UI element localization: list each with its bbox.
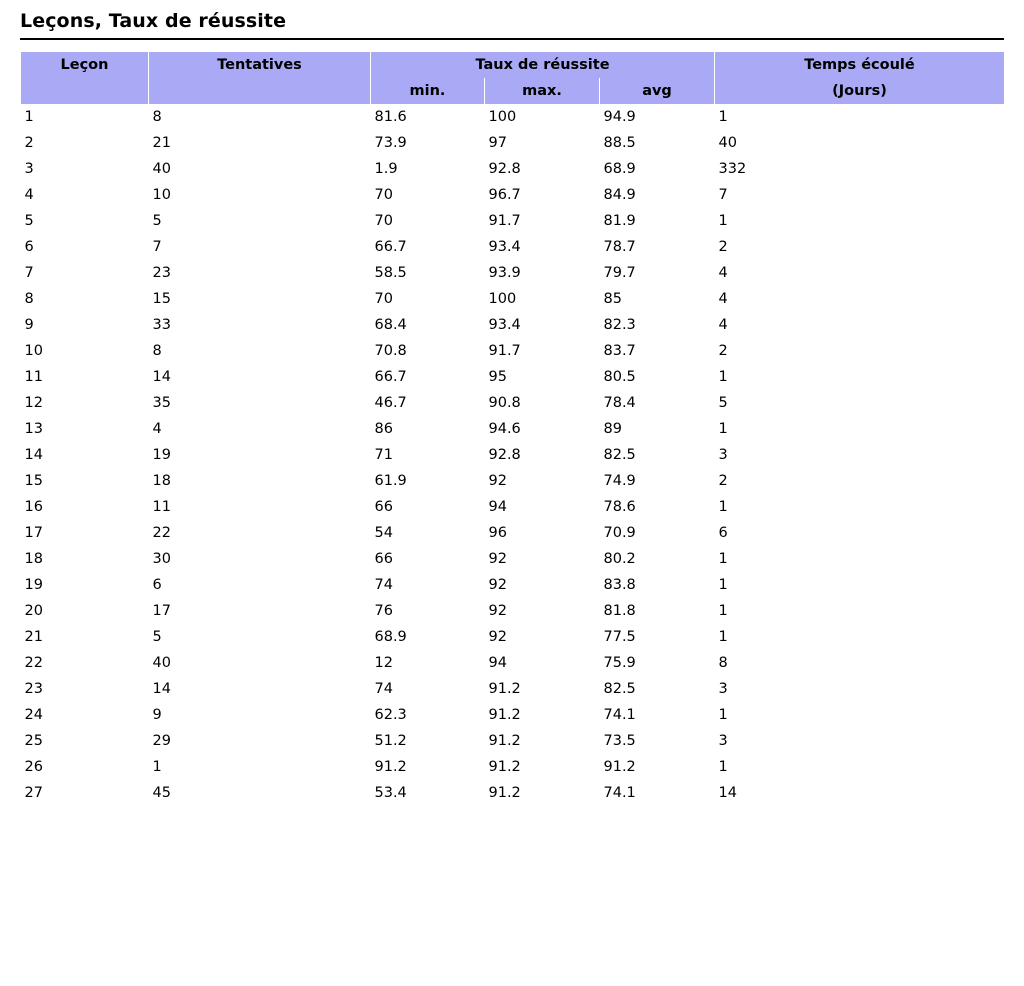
cell-attempts: 10 (152, 187, 171, 203)
cell-max: 92 (488, 629, 507, 645)
column-header-max: max. (485, 78, 600, 104)
cell-attempts: 8 (152, 109, 162, 125)
cell-avg: 73.5 (603, 733, 636, 749)
cell-avg: 81.8 (603, 603, 636, 619)
cell-attempts: 8 (152, 343, 162, 359)
cell-lesson: 25 (24, 733, 43, 749)
cell-min: 76 (374, 603, 393, 619)
cell-attempts: 6 (152, 577, 162, 593)
cell-avg: 68.9 (603, 161, 636, 177)
cell-attempts: 40 (152, 655, 171, 671)
column-header-min: min. (371, 78, 485, 104)
cell-attempts: 11 (152, 499, 171, 515)
cell-max: 92 (488, 551, 507, 567)
column-header-elapsed-days: (Jours) (715, 78, 1005, 104)
cell-min: 61.9 (374, 473, 407, 489)
cell-min: 53.4 (374, 785, 407, 801)
cell-min: 68.4 (374, 317, 407, 333)
column-header-avg: avg (600, 78, 715, 104)
cell-attempts: 4 (152, 421, 162, 437)
cell-elapsed: 40 (718, 135, 737, 151)
table-row (21, 520, 1005, 546)
cell-max: 94 (488, 499, 507, 515)
cell-lesson: 18 (24, 551, 43, 567)
cell-elapsed: 1 (718, 499, 728, 515)
cell-min: 91.2 (374, 759, 407, 775)
cell-min: 66 (374, 551, 393, 567)
table-row (21, 780, 1005, 806)
cell-lesson: 10 (24, 343, 43, 359)
cell-max: 94 (488, 655, 507, 671)
cell-avg: 94.9 (603, 109, 636, 125)
cell-avg: 78.7 (603, 239, 636, 255)
cell-min: 70.8 (374, 343, 407, 359)
cell-avg: 79.7 (603, 265, 636, 281)
cell-max: 93.4 (488, 317, 521, 333)
table-row (21, 260, 1005, 286)
cell-elapsed: 2 (718, 343, 728, 359)
cell-max: 91.7 (488, 213, 521, 229)
cell-max: 92 (488, 603, 507, 619)
cell-max: 91.2 (488, 785, 521, 801)
table-header-row-secondary (21, 78, 1005, 104)
cell-elapsed: 1 (718, 707, 728, 723)
cell-attempts: 18 (152, 473, 171, 489)
cell-lesson: 27 (24, 785, 43, 801)
cell-elapsed: 1 (718, 577, 728, 593)
cell-avg: 80.5 (603, 369, 636, 385)
cell-attempts: 22 (152, 525, 171, 541)
cell-attempts: 1 (152, 759, 162, 775)
cell-lesson: 11 (24, 369, 43, 385)
cell-max: 91.2 (488, 707, 521, 723)
cell-elapsed: 4 (718, 265, 728, 281)
cell-elapsed: 7 (718, 187, 728, 203)
cell-lesson: 9 (24, 317, 34, 333)
cell-min: 70 (374, 187, 393, 203)
cell-lesson: 14 (24, 447, 43, 463)
column-header-lesson-sub (21, 78, 149, 104)
cell-min: 66.7 (374, 239, 407, 255)
cell-attempts: 5 (152, 629, 162, 645)
cell-lesson: 24 (24, 707, 43, 723)
cell-attempts: 9 (152, 707, 162, 723)
cell-lesson: 12 (24, 395, 43, 411)
cell-attempts: 5 (152, 213, 162, 229)
cell-max: 95 (488, 369, 507, 385)
cell-elapsed: 1 (718, 629, 728, 645)
cell-attempts: 14 (152, 681, 171, 697)
cell-max: 97 (488, 135, 507, 151)
cell-lesson: 17 (24, 525, 43, 541)
cell-lesson: 8 (24, 291, 34, 307)
cell-min: 73.9 (374, 135, 407, 151)
cell-lesson: 26 (24, 759, 43, 775)
cell-attempts: 45 (152, 785, 171, 801)
cell-max: 100 (488, 109, 517, 125)
cell-lesson: 20 (24, 603, 43, 619)
cell-lesson: 22 (24, 655, 43, 671)
cell-max: 96.7 (488, 187, 521, 203)
cell-lesson: 4 (24, 187, 34, 203)
cell-lesson: 2 (24, 135, 34, 151)
table-row (21, 364, 1005, 390)
cell-min: 74 (374, 577, 393, 593)
cell-avg: 84.9 (603, 187, 636, 203)
cell-max: 91.2 (488, 681, 521, 697)
cell-max: 100 (488, 291, 517, 307)
cell-min: 86 (374, 421, 393, 437)
cell-avg: 78.4 (603, 395, 636, 411)
cell-avg: 91.2 (603, 759, 636, 775)
cell-lesson: 15 (24, 473, 43, 489)
cell-max: 94.6 (488, 421, 521, 437)
cell-lesson: 16 (24, 499, 43, 515)
column-header-lesson: Leçon (21, 52, 149, 78)
cell-min: 58.5 (374, 265, 407, 281)
cell-elapsed: 6 (718, 525, 728, 541)
cell-lesson: 21 (24, 629, 43, 645)
cell-min: 70 (374, 213, 393, 229)
cell-elapsed: 3 (718, 681, 728, 697)
table-row (21, 676, 1005, 702)
cell-elapsed: 8 (718, 655, 728, 671)
column-header-success-rate: Taux de réussite (371, 52, 715, 78)
cell-elapsed: 1 (718, 421, 728, 437)
cell-elapsed: 2 (718, 239, 728, 255)
table-row (21, 754, 1005, 780)
table-header (21, 52, 1005, 104)
cell-avg: 82.3 (603, 317, 636, 333)
cell-max: 91.2 (488, 759, 521, 775)
table-row (21, 338, 1005, 364)
cell-attempts: 17 (152, 603, 171, 619)
table-row (21, 494, 1005, 520)
table-row (21, 572, 1005, 598)
cell-elapsed: 4 (718, 291, 728, 307)
cell-avg: 74.1 (603, 707, 636, 723)
cell-lesson: 6 (24, 239, 34, 255)
cell-min: 81.6 (374, 109, 407, 125)
cell-avg: 78.6 (603, 499, 636, 515)
page-title: Leçons, Taux de réussite (20, 10, 1004, 40)
cell-attempts: 35 (152, 395, 171, 411)
cell-elapsed: 1 (718, 213, 728, 229)
cell-elapsed: 332 (718, 161, 747, 177)
cell-elapsed: 3 (718, 733, 728, 749)
cell-attempts: 15 (152, 291, 171, 307)
table-row (21, 286, 1005, 312)
table-row (21, 598, 1005, 624)
cell-max: 93.9 (488, 265, 521, 281)
cell-max: 92.8 (488, 447, 521, 463)
cell-max: 92 (488, 473, 507, 489)
cell-lesson: 7 (24, 265, 34, 281)
cell-attempts: 21 (152, 135, 171, 151)
cell-avg: 81.9 (603, 213, 636, 229)
cell-elapsed: 14 (718, 785, 737, 801)
cell-min: 68.9 (374, 629, 407, 645)
cell-avg: 70.9 (603, 525, 636, 541)
cell-elapsed: 1 (718, 603, 728, 619)
table-header-row-primary (21, 52, 1005, 78)
cell-avg: 82.5 (603, 681, 636, 697)
cell-avg: 75.9 (603, 655, 636, 671)
cell-min: 66.7 (374, 369, 407, 385)
cell-avg: 88.5 (603, 135, 636, 151)
cell-max: 92 (488, 577, 507, 593)
cell-attempts: 23 (152, 265, 171, 281)
cell-min: 51.2 (374, 733, 407, 749)
table-body (21, 104, 1005, 806)
column-header-elapsed-time: Temps écoulé (715, 52, 1005, 78)
cell-lesson: 1 (24, 109, 34, 125)
cell-elapsed: 3 (718, 447, 728, 463)
cell-avg: 83.7 (603, 343, 636, 359)
table-row (21, 728, 1005, 754)
cell-elapsed: 1 (718, 109, 728, 125)
cell-attempts: 7 (152, 239, 162, 255)
cell-attempts: 40 (152, 161, 171, 177)
cell-avg: 89 (603, 421, 622, 437)
table-row (21, 416, 1005, 442)
cell-lesson: 23 (24, 681, 43, 697)
cell-elapsed: 2 (718, 473, 728, 489)
cell-lesson: 5 (24, 213, 34, 229)
column-header-attempts: Tentatives (149, 52, 371, 78)
cell-max: 93.4 (488, 239, 521, 255)
cell-max: 90.8 (488, 395, 521, 411)
cell-min: 74 (374, 681, 393, 697)
cell-min: 62.3 (374, 707, 407, 723)
table-row (21, 312, 1005, 338)
cell-attempts: 14 (152, 369, 171, 385)
table-row (21, 104, 1005, 130)
cell-avg: 83.8 (603, 577, 636, 593)
table-row (21, 468, 1005, 494)
cell-attempts: 29 (152, 733, 171, 749)
cell-min: 12 (374, 655, 393, 671)
cell-elapsed: 1 (718, 759, 728, 775)
cell-min: 71 (374, 447, 393, 463)
cell-attempts: 30 (152, 551, 171, 567)
cell-min: 66 (374, 499, 393, 515)
table-row (21, 208, 1005, 234)
table-row (21, 390, 1005, 416)
cell-max: 92.8 (488, 161, 521, 177)
table-row (21, 130, 1005, 156)
table-row (21, 702, 1005, 728)
cell-avg: 74.1 (603, 785, 636, 801)
table-row (21, 442, 1005, 468)
cell-avg: 80.2 (603, 551, 636, 567)
cell-lesson: 13 (24, 421, 43, 437)
cell-lesson: 19 (24, 577, 43, 593)
table-row (21, 546, 1005, 572)
table-row (21, 650, 1005, 676)
cell-min: 1.9 (374, 161, 398, 177)
cell-attempts: 19 (152, 447, 171, 463)
cell-elapsed: 4 (718, 317, 728, 333)
cell-avg: 74.9 (603, 473, 636, 489)
table-row (21, 182, 1005, 208)
cell-lesson: 3 (24, 161, 34, 177)
cell-avg: 85 (603, 291, 622, 307)
cell-min: 46.7 (374, 395, 407, 411)
cell-min: 54 (374, 525, 393, 541)
column-header-attempts-sub (149, 78, 371, 104)
cell-avg: 82.5 (603, 447, 636, 463)
table-row (21, 156, 1005, 182)
lessons-success-rate-table (20, 52, 1005, 806)
cell-max: 96 (488, 525, 507, 541)
cell-max: 91.7 (488, 343, 521, 359)
cell-attempts: 33 (152, 317, 171, 333)
cell-max: 91.2 (488, 733, 521, 749)
cell-min: 70 (374, 291, 393, 307)
table-row (21, 624, 1005, 650)
cell-elapsed: 5 (718, 395, 728, 411)
cell-elapsed: 1 (718, 369, 728, 385)
cell-avg: 77.5 (603, 629, 636, 645)
table-row (21, 234, 1005, 260)
cell-elapsed: 1 (718, 551, 728, 567)
